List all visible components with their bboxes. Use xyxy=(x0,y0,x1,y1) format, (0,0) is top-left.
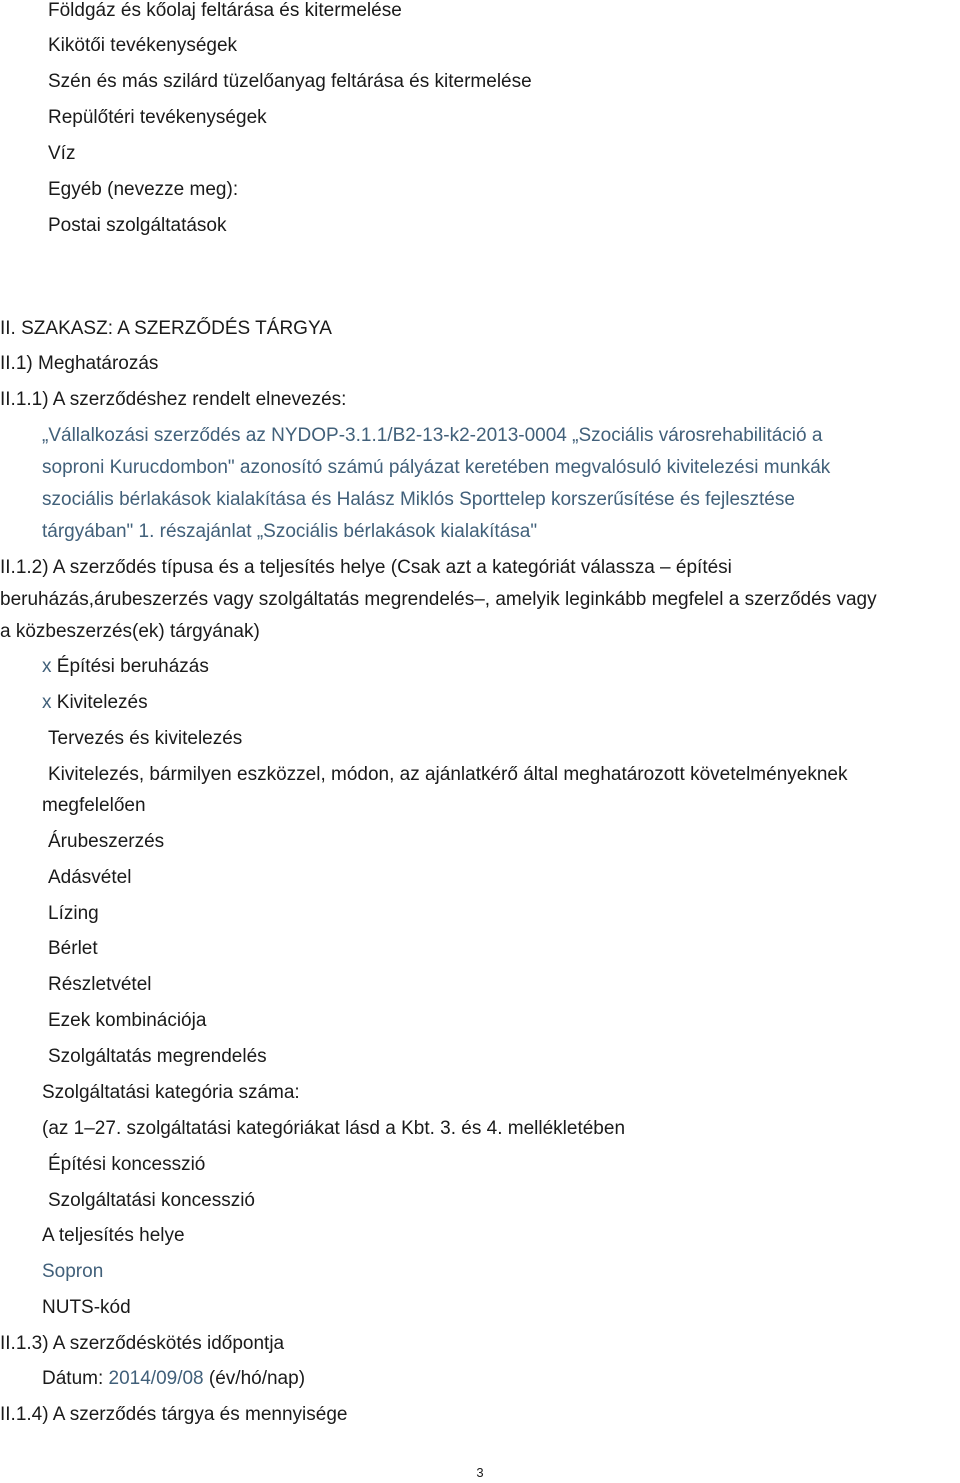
option-kivitelezes-barmilyen-cont: megfelelően xyxy=(42,795,146,816)
list-item: Földgáz és kőolaj feltárása és kitermelése xyxy=(48,0,402,21)
date-value: 2014/09/08 xyxy=(108,1368,204,1389)
subsection-ii12-line: beruházás,árubeszerzés vagy szolgáltatás megrendelés–, amelyik leginkább megfelel a szerződés vagy xyxy=(0,589,877,610)
date-line xyxy=(42,1368,305,1390)
option-reszletvetel: Részletvétel xyxy=(48,974,152,995)
subsection-ii12-line: a közbeszerzés(ek) tárgyának) xyxy=(0,621,260,642)
option-szolg-kategoria: Szolgáltatási kategória száma: xyxy=(42,1082,300,1103)
checked-mark: x xyxy=(42,692,52,713)
list-item: Postai szolgáltatások xyxy=(48,215,227,236)
option-arubeszerzes: Árubeszerzés xyxy=(48,831,165,852)
option-berlet: Bérlet xyxy=(48,938,98,959)
teljesites-helye-label: A teljesítés helye xyxy=(42,1225,185,1246)
option-epitesi-beruhazas xyxy=(42,656,209,678)
contract-name-line: tárgyában" 1. részajánlat „Szociális bérlakások kialakítása" xyxy=(42,521,538,542)
option-label: Kivitelezés xyxy=(56,692,148,713)
option-kivitelezes xyxy=(42,692,148,714)
option-epitesi-koncesszio: Építési koncesszió xyxy=(48,1154,206,1175)
contract-name-line: soproni Kurucdombon" azonosító számú pályázat keretében megvalósuló kivitelezési munkák xyxy=(42,457,831,478)
option-kombinacio: Ezek kombinációja xyxy=(48,1010,207,1031)
subsection-ii11: II.1.1) A szerződéshez rendelt elnevezés: xyxy=(0,389,347,410)
nuts-kod-label: NUTS-kód xyxy=(42,1297,131,1318)
option-adasvetel: Adásvétel xyxy=(48,867,132,888)
subsection-ii14: II.1.4) A szerződés tárgya és mennyisége xyxy=(0,1404,348,1425)
teljesites-helye-value: Sopron xyxy=(42,1261,104,1282)
checked-mark: x xyxy=(42,656,52,677)
option-tervezes: Tervezés és kivitelezés xyxy=(48,728,243,749)
kategoria-note: (az 1–27. szolgáltatási kategóriákat lásd a Kbt. 3. és 4. mellékletében xyxy=(42,1118,626,1139)
contract-name-line: „Vállalkozási szerződés az NYDOP-3.1.1/B2-13-k2-2013-0004 „Szociális városrehabilitáció a xyxy=(42,425,823,446)
option-szolg-koncesszio: Szolgáltatási koncesszió xyxy=(48,1190,255,1211)
section-title: II. SZAKASZ: A SZERZŐDÉS TÁRGYA xyxy=(0,318,332,339)
option-lizing: Lízing xyxy=(48,903,99,924)
subsection-ii1: II.1) Meghatározás xyxy=(0,353,159,374)
option-szolg-megrendeles: Szolgáltatás megrendelés xyxy=(48,1046,267,1067)
subsection-ii13: II.1.3) A szerződéskötés időpontja xyxy=(0,1333,285,1354)
list-item: Víz xyxy=(48,143,76,164)
page-number: 3 xyxy=(476,1465,484,1480)
list-item: Szén és más szilárd tüzelőanyag feltárása és kitermelése xyxy=(48,71,532,92)
list-item: Egyéb (nevezze meg): xyxy=(48,179,239,200)
option-kivitelezes-barmilyen: Kivitelezés, bármilyen eszközzel, módon, az ajánlatkérő által meghatározott követelményeknek xyxy=(48,764,848,785)
list-item: Kikötői tevékenységek xyxy=(48,35,238,56)
contract-name-line: szociális bérlakások kialakítása és Halász Miklós Sporttelep korszerűsítése és fejlesztése xyxy=(42,489,795,510)
date-label: Dátum: xyxy=(42,1368,104,1389)
list-item: Repülőtéri tevékenységek xyxy=(48,107,267,128)
option-label: Építési beruházás xyxy=(56,656,209,677)
date-format: (év/hó/nap) xyxy=(208,1368,306,1389)
subsection-ii12-line: II.1.2) A szerződés típusa és a teljesítés helye (Csak azt a kategóriát válassza – építési xyxy=(0,557,732,578)
